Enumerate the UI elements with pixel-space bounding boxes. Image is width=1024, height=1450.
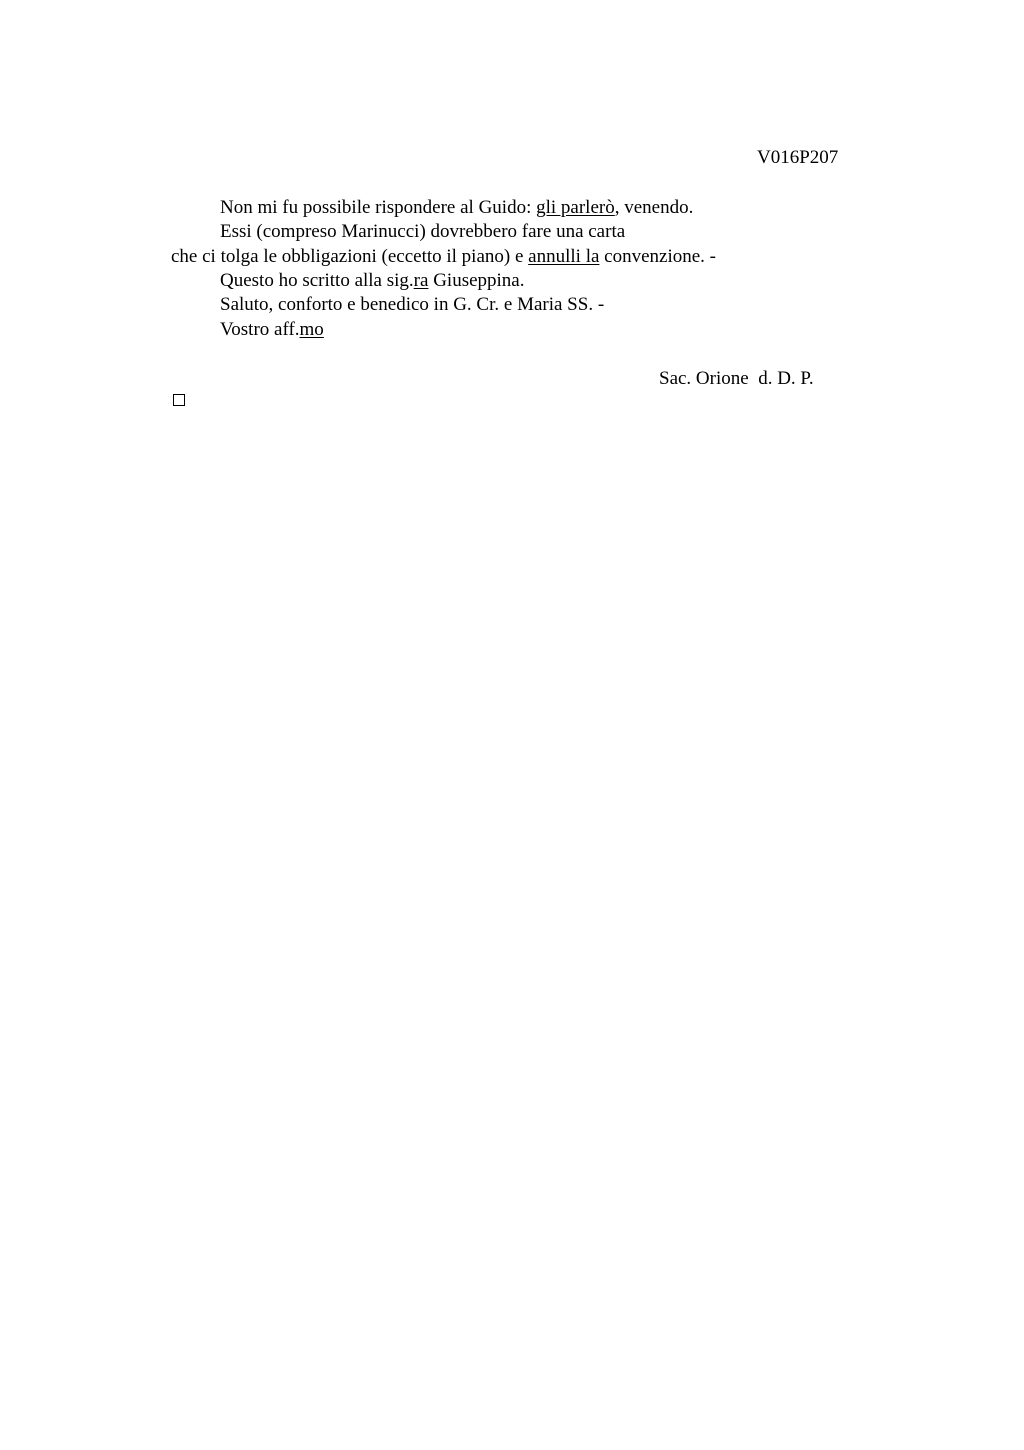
letter-line-4	[220, 269, 524, 293]
signature: Sac. Orione d. D. P.	[659, 368, 814, 389]
letter-line-2	[220, 220, 625, 244]
line-1-underlined: gli parlerò	[536, 197, 615, 218]
line-1-text-b: , venendo.	[614, 197, 694, 218]
line-5-text: Saluto, conforto e benedico in G. Cr. e Maria SS. -	[220, 294, 605, 315]
page-code: V016P207	[757, 147, 839, 168]
line-4-underlined: ra	[413, 270, 429, 291]
line-1-text-a: Non mi fu possibile rispondere al Guido:	[220, 197, 537, 218]
line-6-underlined: mo	[299, 319, 324, 340]
letter-line-3	[171, 245, 716, 269]
line-6-text-a: Vostro aff.	[220, 319, 300, 340]
letter-line-5	[220, 293, 604, 317]
line-2-text: Essi (compreso Marinucci) dovrebbero fare una carta	[220, 221, 626, 242]
line-4-text-a: Questo ho scritto alla sig.	[220, 270, 414, 291]
letter-line-6	[220, 318, 324, 342]
empty-box-icon	[173, 394, 185, 406]
line-3-text-b: convenzione. -	[599, 246, 716, 267]
line-4-text-b: Giuseppina.	[428, 270, 525, 291]
line-3-underlined: annulli la	[528, 246, 600, 267]
letter-line-1	[220, 196, 693, 220]
line-3-text-a: che ci tolga le obbligazioni (eccetto il piano) e	[171, 246, 529, 267]
